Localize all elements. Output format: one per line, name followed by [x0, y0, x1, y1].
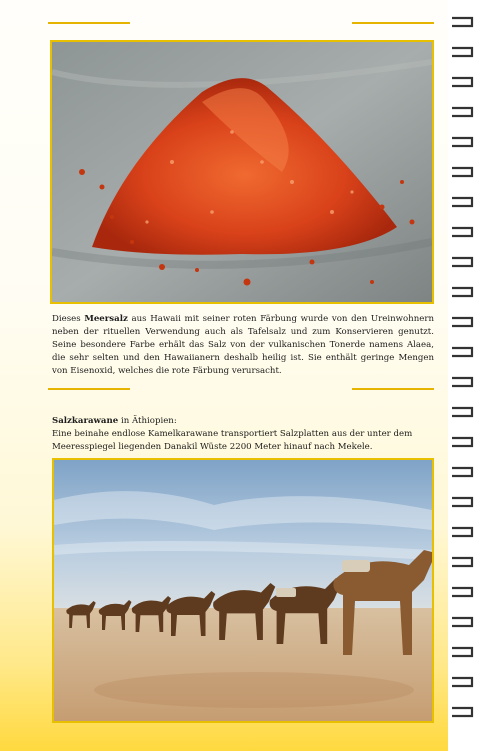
- spiral-binding: [448, 0, 480, 751]
- salt-pile-illustration: [52, 42, 432, 302]
- middle-left-rule: [48, 388, 130, 390]
- caravan-photo: [52, 458, 434, 723]
- caravan-caption-body: Eine beinahe endlose Kamelkarawane transportiert Salzplatten aus der unter dem Meeresspiegel liegenden Danakil Wüste 2200 Meter hinauf nach Mekele.: [52, 429, 413, 452]
- caravan-caption-title-rest: in Äthiopien:: [118, 416, 177, 426]
- salt-caption: [52, 313, 434, 378]
- caravan-caption-title: [52, 415, 434, 428]
- top-right-rule: [352, 22, 434, 24]
- camel-caravan-illustration: [54, 460, 432, 721]
- caravan-caption: [52, 415, 434, 454]
- middle-right-rule: [352, 388, 434, 390]
- caravan-caption-bold: Salzkarawane: [52, 416, 119, 426]
- salt-caption-bold: Meersalz: [84, 314, 128, 324]
- salt-caption-body: aus Hawaii mit seiner roten Färbung wurde von den Ureinwohnern neben der rituellen Verwendung auch als Tafelsalz und zum Konservieren genutzt. Seine besondere Farbe erhält das Salz von der vulkanischen Tonerde namens Alaea, die sehr selten und den Hawaiianern deshalb heilig ist. Sie enthält geringe Mengen von Eisenoxid, welches die rote Färbung verursacht.: [52, 314, 434, 376]
- top-left-rule: [48, 22, 130, 24]
- salt-caption-lead: Dieses: [52, 314, 85, 324]
- salt-photo: [50, 40, 434, 304]
- spiral-coils: [448, 0, 480, 751]
